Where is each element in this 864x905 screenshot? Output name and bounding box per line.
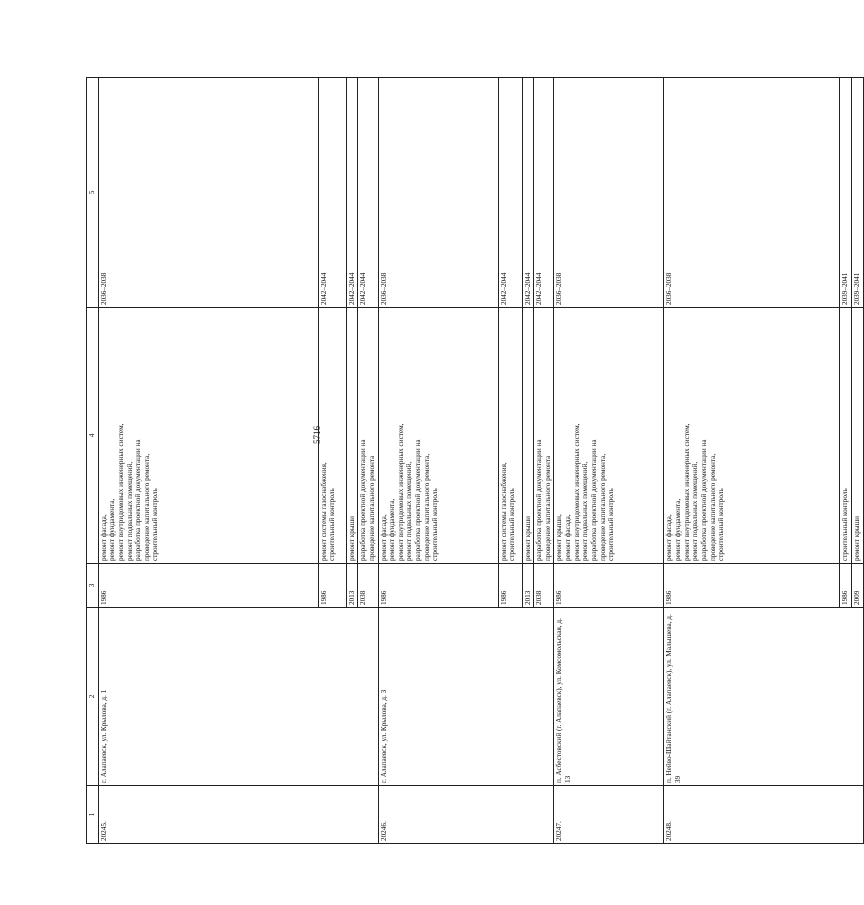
works-cell: [378, 308, 498, 564]
works-cell: [346, 308, 358, 564]
year-cell: 2013: [346, 564, 358, 608]
work-item: строительный контроль: [717, 488, 726, 561]
work-item: разработка проектной документации на: [590, 439, 599, 561]
work-item: ремонт фасада,: [564, 514, 573, 561]
work-item: ремонт подвальных помещений,: [405, 461, 414, 561]
work-item: ремонт фундамента,: [674, 498, 683, 561]
object-number-cell: 20247.: [554, 786, 664, 844]
year-cell: 1986: [378, 564, 498, 608]
year-cell: 1986: [318, 564, 346, 608]
work-item: ремонт внутридомовых инженерных систем,: [116, 423, 125, 561]
work-item: ремонт внутридомовых инженерных систем,: [396, 423, 405, 561]
period-cell: 2042–2044: [346, 78, 358, 308]
table-row: [378, 78, 498, 844]
work-item: проведение капитального ремонта: [543, 455, 552, 561]
table-row: [554, 78, 664, 844]
works-cell: [534, 308, 554, 564]
year-cell: 1986: [664, 564, 840, 608]
year-cell: 2013: [522, 564, 534, 608]
year-cell: 2038: [358, 564, 378, 608]
work-item: ремонт фасада,: [665, 514, 674, 561]
period-cell: 2042–2044: [318, 78, 346, 308]
works-cell: [318, 308, 346, 564]
year-cell: 2038: [534, 564, 554, 608]
object-number-cell: 20246.: [378, 786, 554, 844]
period-cell: 2042–2044: [534, 78, 554, 308]
table-row: [664, 78, 840, 844]
works-cell: [852, 308, 864, 564]
work-item: разработка проектной документации на: [134, 439, 143, 561]
header-cell: 2: [87, 608, 99, 786]
works-cell: [554, 308, 664, 564]
period-cell: 2036–2038: [554, 78, 664, 308]
works-cell: [498, 308, 522, 564]
year-cell: 1986: [554, 564, 664, 608]
work-item: разработка проектной документации на: [535, 439, 544, 561]
address-cell: п. Нейво-Шайтанский (г. Алапаевск), ул. Малышева, д. 39: [664, 608, 863, 786]
work-item: строительный контроль: [607, 488, 616, 561]
works-cell: [358, 308, 378, 564]
header-cell: 1: [87, 786, 99, 844]
rotated-table-container: [86, 78, 862, 844]
period-cell: 2036–2038: [378, 78, 498, 308]
period-cell: 2042–2044: [522, 78, 534, 308]
work-item: ремонт крыши: [853, 515, 862, 561]
work-item: ремонт подвальных помещений,: [581, 461, 590, 561]
work-item: проведение капитального ремонта,: [708, 453, 717, 561]
work-item: строительный контроль: [431, 488, 440, 561]
works-cell: [522, 308, 534, 564]
work-item: ремонт внутридомовых инженерных систем,: [572, 423, 581, 561]
work-item: ремонт внутридомовых инженерных систем,: [682, 423, 691, 561]
works-cell: [840, 308, 852, 564]
work-item: строительный контроль: [328, 488, 337, 561]
work-item: ремонт системы газоснабжения,: [499, 462, 508, 561]
year-cell: 1986: [840, 564, 852, 608]
work-item: разработка проектной документации на: [359, 439, 368, 561]
work-item: ремонт системы газоснабжения,: [319, 462, 328, 561]
period-cell: 2042–2044: [358, 78, 378, 308]
works-cell: [98, 308, 318, 564]
work-item: разработка проектной документации на: [414, 439, 423, 561]
address-cell: г. Алапаевск, ул. Крылова, д. 3: [378, 608, 554, 786]
work-item: ремонт фундамента,: [108, 498, 117, 561]
work-item: ремонт фасада,: [99, 514, 108, 561]
work-item: строительный контроль: [841, 488, 850, 561]
table-body: [98, 78, 863, 844]
year-cell: 1986: [98, 564, 318, 608]
work-item: разработка проектной документации на: [700, 439, 709, 561]
work-item: проведение капитального ремонта,: [422, 453, 431, 561]
header-cell: 5: [87, 78, 99, 308]
period-cell: 2039–2041: [840, 78, 852, 308]
work-item: проведение капитального ремонта,: [142, 453, 151, 561]
work-item: ремонт фундамента,: [388, 498, 397, 561]
repair-schedule-table: [86, 77, 864, 844]
work-item: строительный контроль: [151, 488, 160, 561]
work-item: ремонт подвальных помещений,: [691, 461, 700, 561]
object-number-cell: 20245.: [98, 786, 378, 844]
work-item: ремонт крыши,: [555, 514, 564, 561]
header-cell: 3: [87, 564, 99, 608]
work-item: строительный контроль: [508, 488, 517, 561]
work-item: проведение капитального ремонта,: [598, 453, 607, 561]
work-item: ремонт подвальных помещений,: [125, 461, 134, 561]
work-item: ремонт крыши: [347, 515, 356, 561]
address-cell: г. Алапаевск, ул. Крылова, д. 1: [98, 608, 378, 786]
period-cell: 2036–2038: [664, 78, 840, 308]
table-row: [98, 78, 318, 844]
work-item: ремонт крыши: [523, 515, 532, 561]
works-cell: [664, 308, 840, 564]
work-item: ремонт фасада,: [379, 514, 388, 561]
header-cell: 4: [87, 308, 99, 564]
period-cell: 2042–2044: [498, 78, 522, 308]
header-row: [87, 78, 99, 844]
period-cell: 2039–2041: [852, 78, 864, 308]
address-cell: п. Асбестовский (г. Алапаевск), ул. Комсомольская, д. 13: [554, 608, 664, 786]
year-cell: 1986: [498, 564, 522, 608]
object-number-cell: 20248.: [664, 786, 863, 844]
work-item: проведение капитального ремонта: [367, 455, 376, 561]
period-cell: 2036–2038: [98, 78, 318, 308]
year-cell: 2009: [852, 564, 864, 608]
page-number: 5716: [312, 426, 322, 444]
